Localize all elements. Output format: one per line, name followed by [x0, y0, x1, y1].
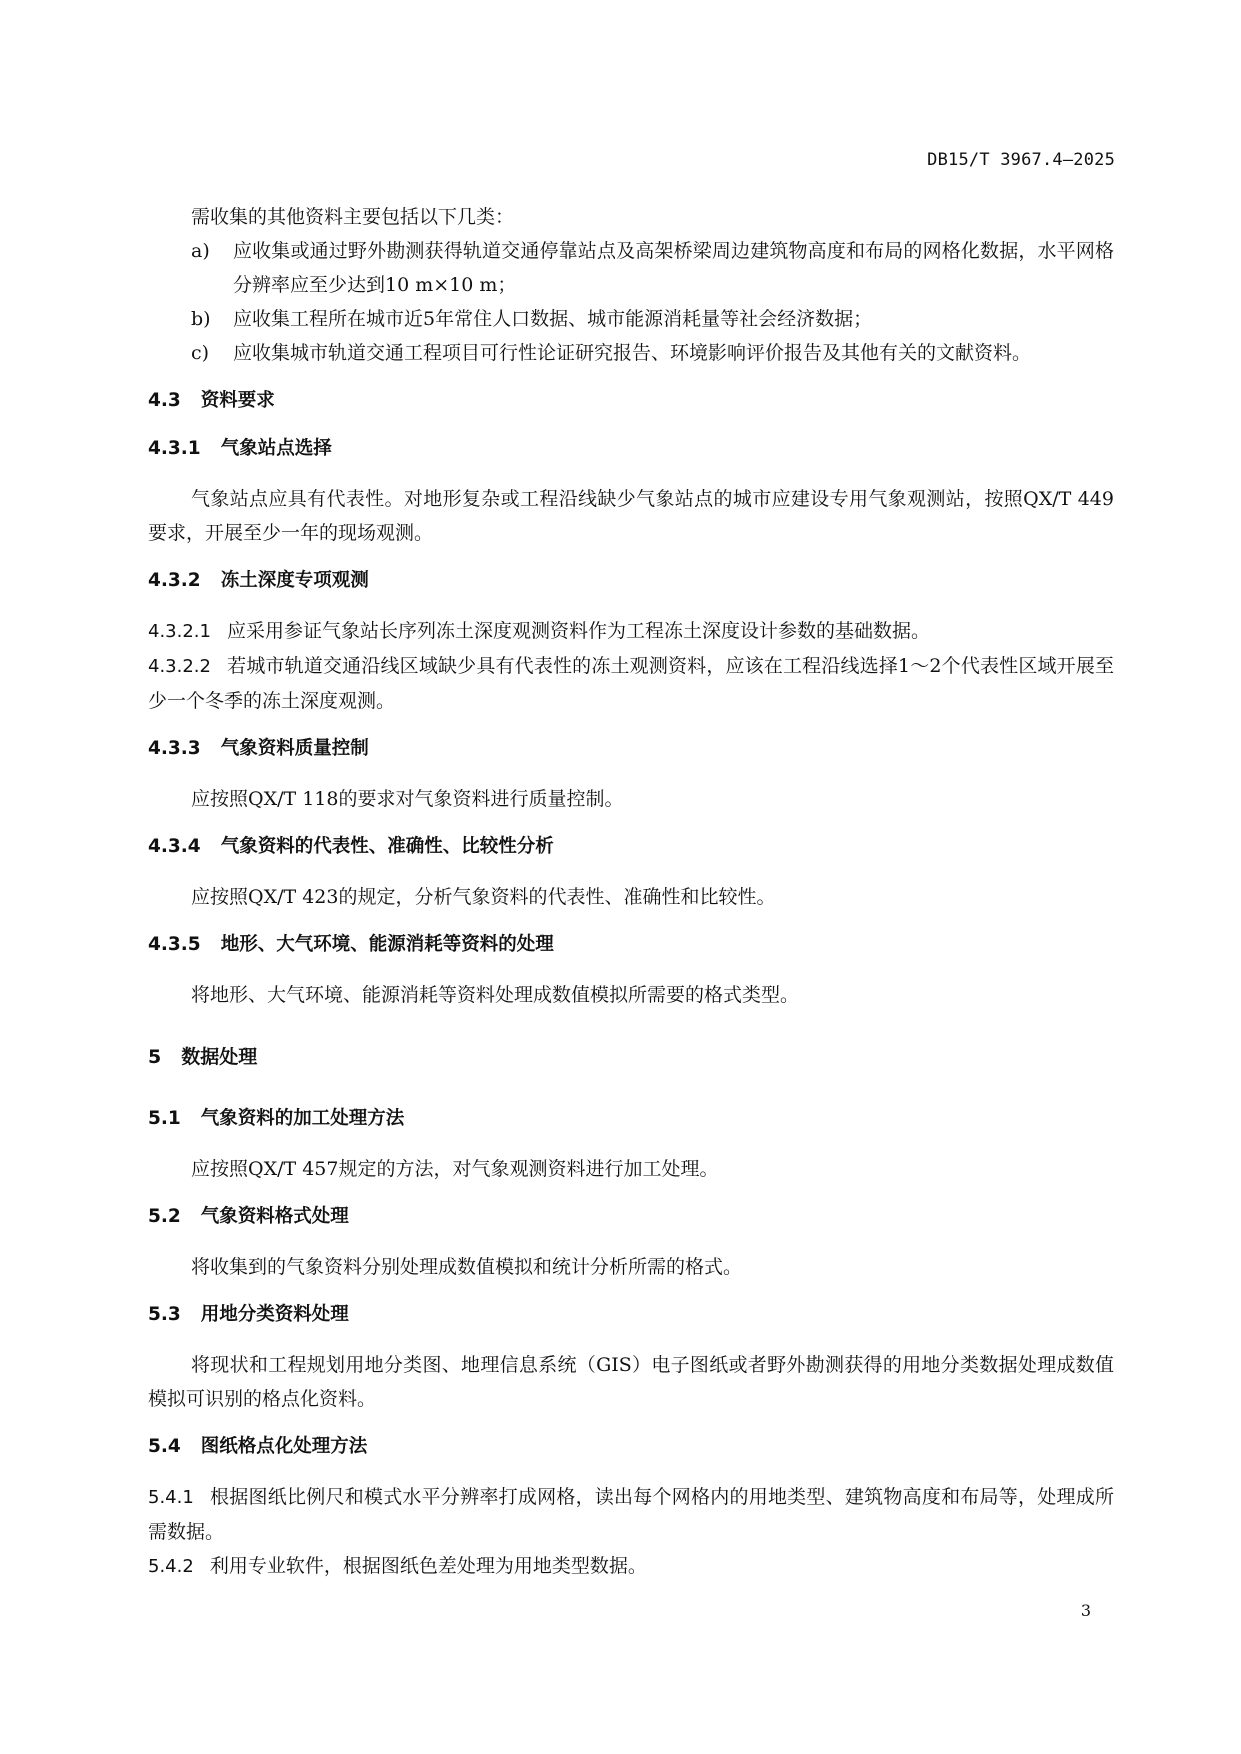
- section-number: 5.1: [148, 1108, 181, 1129]
- clause-number: 5.4.1: [148, 1487, 194, 1508]
- section-number: 5: [148, 1046, 162, 1068]
- clause-number: 4.3.2.1: [148, 621, 211, 642]
- clause-text: 根据图纸比例尺和模式水平分辨率打成网格，读出每个网格内的用地类型、建筑物高度和布局等，处理成所需数据。: [148, 1486, 1114, 1543]
- heading-4-3-5: [148, 928, 1114, 962]
- paragraph-5-1: 应按照QX/T 457规定的方法，对气象观测资料进行加工处理。: [191, 1158, 719, 1180]
- section-number: 5.2: [148, 1206, 181, 1227]
- section-title: 气象站点选择: [220, 438, 332, 459]
- clause-number: 4.3.2.2: [148, 656, 211, 677]
- list-item-a: [148, 234, 1114, 302]
- list-item-b: [148, 302, 1114, 336]
- section-title: 资料要求: [200, 390, 275, 411]
- paragraph-4-3-4: 应按照QX/T 423的规定，分析气象资料的代表性、准确性和比较性。: [191, 886, 776, 908]
- section-title: 图纸格点化处理方法: [200, 1436, 368, 1457]
- section-number: 4.3.3: [148, 738, 201, 759]
- clause-5-4-2: [148, 1549, 1114, 1584]
- heading-4-3-2: [148, 564, 1114, 598]
- section-number: 4.3: [148, 390, 181, 411]
- paragraph-4-3-1: 气象站点应具有代表性。对地形复杂或工程沿线缺少气象站点的城市应建设专用气象观测站，按照QX/T 449要求，开展至少一年的现场观测。: [148, 488, 1114, 544]
- section-title: 冻土深度专项观测: [220, 570, 369, 591]
- heading-5-2: [148, 1200, 1114, 1234]
- document-code: DB15/T 3967.4—2025: [927, 150, 1115, 170]
- section-title: 用地分类资料处理: [200, 1304, 349, 1325]
- section-number: 4.3.1: [148, 438, 201, 459]
- list-item-text: 应收集城市轨道交通工程项目可行性论证研究报告、环境影响评价报告及其他有关的文献资料。: [233, 342, 1032, 364]
- section-number: 5.4: [148, 1436, 181, 1457]
- section-number: 4.3.4: [148, 836, 201, 857]
- paragraph-5-3: 将现状和工程规划用地分类图、地理信息系统（GIS）电子图纸或者野外勘测获得的用地分类数据处理成数值模拟可识别的格点化资料。: [148, 1354, 1114, 1410]
- intro-lead: 需收集的其他资料主要包括以下几类：: [191, 206, 515, 228]
- heading-4-3-1: [148, 432, 1114, 466]
- clause-4-3-2-2: [148, 649, 1114, 718]
- paragraph-4-3-5: 将地形、大气环境、能源消耗等资料处理成数值模拟所需要的格式类型。: [191, 984, 800, 1006]
- heading-4-3-4: [148, 830, 1114, 864]
- paragraph-5-2: 将收集到的气象资料分别处理成数值模拟和统计分析所需的格式。: [191, 1256, 743, 1278]
- heading-4-3-3: [148, 732, 1114, 766]
- clause-text: 应采用参证气象站长序列冻土深度观测资料作为工程冻土深度设计参数的基础数据。: [226, 620, 930, 642]
- paragraph-4-3-3: 应按照QX/T 118的要求对气象资料进行质量控制。: [191, 788, 624, 810]
- heading-5: [148, 1040, 1114, 1074]
- section-title: 地形、大气环境、能源消耗等资料的处理: [220, 934, 554, 955]
- list-item-text: 应收集或通过野外勘测获得轨道交通停靠站点及高架桥梁周边建筑物高度和布局的网格化数据，水平网格分辨率应至少达到10 m×10 m；: [233, 240, 1114, 296]
- page-content: [148, 200, 1114, 1584]
- list-item-text: 应收集工程所在城市近5年常住人口数据、城市能源消耗量等社会经济数据；: [233, 308, 873, 330]
- section-title: 数据处理: [181, 1046, 258, 1068]
- clause-number: 5.4.2: [148, 1556, 194, 1577]
- section-number: 5.3: [148, 1304, 181, 1325]
- heading-5-4: [148, 1430, 1114, 1464]
- section-title: 气象资料质量控制: [220, 738, 369, 759]
- list-marker: c): [191, 342, 210, 364]
- heading-5-1: [148, 1102, 1114, 1136]
- heading-5-3: [148, 1298, 1114, 1332]
- clause-text: 利用专业软件，根据图纸色差处理为用地类型数据。: [209, 1555, 647, 1577]
- section-number: 4.3.2: [148, 570, 201, 591]
- heading-4-3: [148, 384, 1114, 418]
- clause-5-4-1: [148, 1480, 1114, 1549]
- clause-text: 若城市轨道交通沿线区域缺少具有代表性的冻土观测资料，应该在工程沿线选择1～2个代表性区域开展至少一个冬季的冻土深度观测。: [148, 655, 1114, 712]
- section-title: 气象资料格式处理: [200, 1206, 349, 1227]
- clause-4-3-2-1: [148, 614, 1114, 649]
- page-number: 3: [1080, 1601, 1091, 1620]
- section-title: 气象资料的代表性、准确性、比较性分析: [220, 836, 554, 857]
- section-title: 气象资料的加工处理方法: [200, 1108, 405, 1129]
- list-marker: b): [191, 308, 211, 330]
- list-item-c: [148, 336, 1114, 370]
- section-number: 4.3.5: [148, 934, 201, 955]
- list-marker: a): [191, 240, 210, 262]
